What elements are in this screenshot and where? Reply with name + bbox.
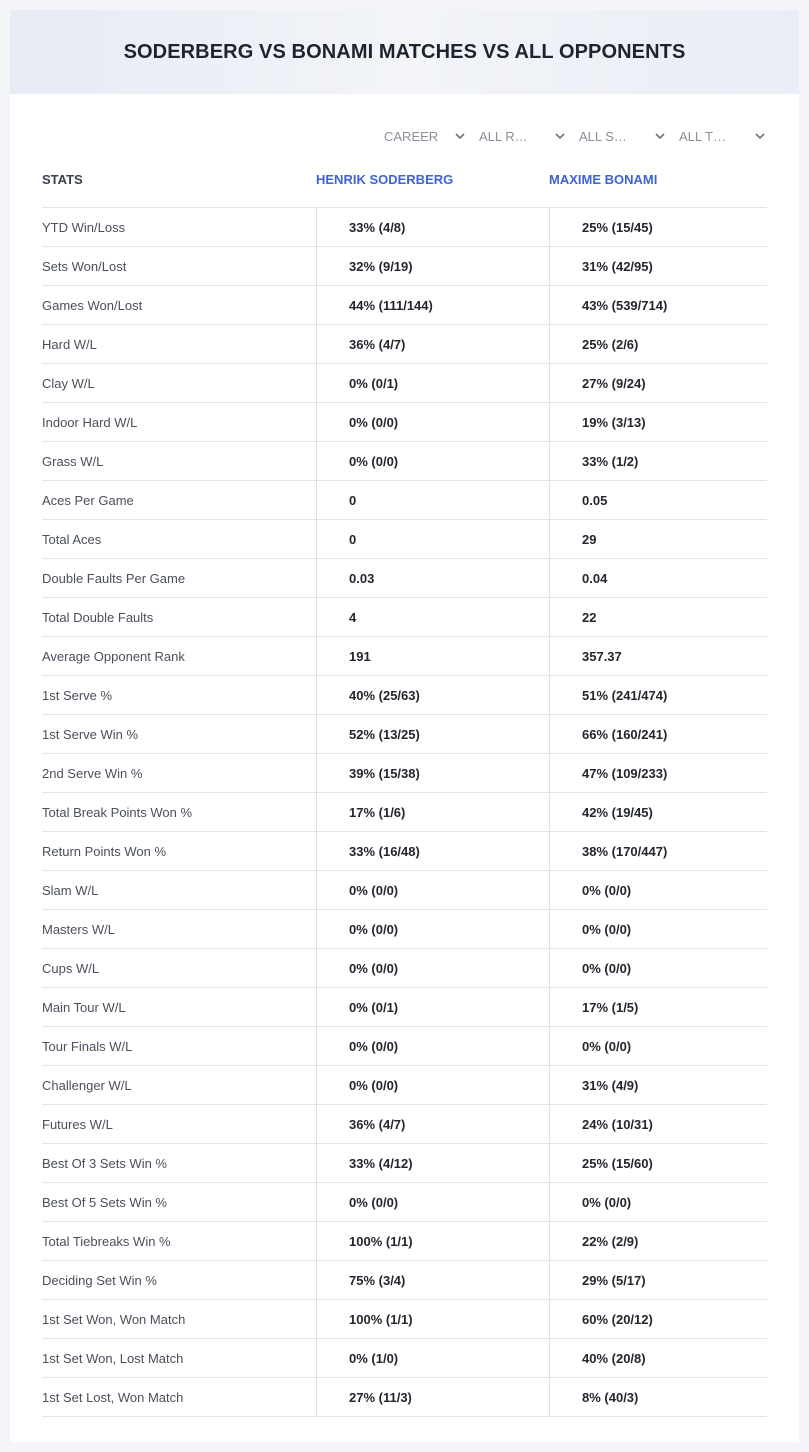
table-row [42,520,767,559]
filter-label: ALL R… [479,128,528,144]
table-row [42,364,767,403]
player2-value: 0% (0/0) [549,910,767,948]
player2-value: 8% (40/3) [549,1378,767,1416]
table-row [42,1222,767,1261]
filter-tournament-select[interactable] [679,126,766,146]
player-link-soderberg[interactable]: HENRIK SODERBERG [316,172,454,187]
filter-bar [10,126,799,146]
chevron-down-icon [654,130,666,142]
player2-value: 0.04 [549,559,767,597]
stats-table-body [42,208,767,1417]
page-header [10,10,799,94]
stat-label: 1st Set Won, Won Match [42,1311,186,1327]
player2-value: 38% (170/447) [549,832,767,870]
player1-value: 27% (11/3) [316,1378,549,1416]
player1-value: 0 [316,481,549,519]
chevron-down-icon [754,130,766,142]
stat-label: Futures W/L [42,1116,113,1132]
player1-value: 0% (0/0) [316,1183,549,1221]
table-row [42,1183,767,1222]
table-row [42,403,767,442]
table-row [42,1027,767,1066]
player-link-bonami[interactable]: MAXIME BONAMI [549,172,658,187]
stat-label: 2nd Serve Win % [42,765,143,781]
table-row [42,1144,767,1183]
table-row [42,247,767,286]
stat-label: Double Faults Per Game [42,570,186,586]
player2-value: 0% (0/0) [549,1027,767,1065]
table-row [42,793,767,832]
table-row [42,949,767,988]
player1-value: 0 [316,520,549,558]
stat-label: Grass W/L [42,453,104,469]
stat-label: Masters W/L [42,921,115,937]
player2-value: 60% (20/12) [549,1300,767,1338]
player1-value: 40% (25/63) [316,676,549,714]
player1-value: 0% (0/0) [316,442,549,480]
stat-label: Total Aces [42,531,102,547]
player1-value: 33% (4/12) [316,1144,549,1182]
player1-value: 0.03 [316,559,549,597]
stat-label: Clay W/L [42,375,95,391]
table-row [42,325,767,364]
stat-label: 1st Set Won, Lost Match [42,1350,184,1366]
player2-value: 22% (2/9) [549,1222,767,1260]
table-row [42,1339,767,1378]
player1-value: 32% (9/19) [316,247,549,285]
player2-value: 22 [549,598,767,636]
player1-value: 75% (3/4) [316,1261,549,1299]
table-row [42,637,767,676]
table-row [42,676,767,715]
table-row [42,598,767,637]
player2-value: 43% (539/714) [549,286,767,324]
stat-label: Games Won/Lost [42,297,143,313]
stat-label: Total Tiebreaks Win % [42,1233,171,1249]
stat-label: Average Opponent Rank [42,648,185,664]
player2-value: 40% (20/8) [549,1339,767,1377]
player1-value: 17% (1/6) [316,793,549,831]
player2-value: 33% (1/2) [549,442,767,480]
player2-value: 29% (5/17) [549,1261,767,1299]
stat-label: Tour Finals W/L [42,1038,133,1054]
stat-label: Challenger W/L [42,1077,132,1093]
player1-value: 0% (0/0) [316,871,549,909]
player2-value: 0.05 [549,481,767,519]
stat-label: YTD Win/Loss [42,219,126,235]
player1-value: 39% (15/38) [316,754,549,792]
player1-value: 0% (0/1) [316,988,549,1026]
player1-value: 36% (4/7) [316,325,549,363]
player2-value: 19% (3/13) [549,403,767,441]
player2-value: 17% (1/5) [549,988,767,1026]
stat-label: 1st Set Lost, Won Match [42,1389,184,1405]
table-row [42,910,767,949]
stat-label: Indoor Hard W/L [42,414,138,430]
stat-label: 1st Serve % [42,687,113,703]
player1-value: 0% (1/0) [316,1339,549,1377]
player1-value: 0% (0/1) [316,364,549,402]
stats-card [10,10,799,1442]
stat-label: Total Double Faults [42,609,154,625]
player1-value: 36% (4/7) [316,1105,549,1143]
player1-value: 100% (1/1) [316,1222,549,1260]
table-row [42,208,767,247]
player2-value: 31% (4/9) [549,1066,767,1104]
table-row [42,286,767,325]
table-row [42,559,767,598]
filter-label: CAREER [384,128,439,144]
filter-period-select[interactable] [384,126,466,146]
table-row [42,988,767,1027]
stat-label: 1st Serve Win % [42,726,139,742]
player1-value: 0% (0/0) [316,1066,549,1104]
player2-value: 51% (241/474) [549,676,767,714]
filter-label: ALL S… [579,128,627,144]
player2-value: 24% (10/31) [549,1105,767,1143]
table-row [42,481,767,520]
table-row [42,754,767,793]
chevron-down-icon [554,130,566,142]
player2-value: 29 [549,520,767,558]
stat-label: Total Break Points Won % [42,804,193,820]
player1-value: 0% (0/0) [316,949,549,987]
table-header [42,170,767,208]
stat-label: Sets Won/Lost [42,258,127,274]
player1-value: 0% (0/0) [316,1027,549,1065]
stat-label: Cups W/L [42,960,100,976]
player1-value: 191 [316,637,549,675]
table-row [42,1300,767,1339]
filter-round-select[interactable] [479,126,566,146]
player1-value: 33% (4/8) [316,208,549,246]
player1-value: 33% (16/48) [316,832,549,870]
stat-label: Deciding Set Win % [42,1272,157,1288]
stat-label: Best Of 3 Sets Win % [42,1155,167,1171]
table-row [42,442,767,481]
player2-value: 66% (160/241) [549,715,767,753]
stat-label: Slam W/L [42,882,99,898]
player2-value: 0% (0/0) [549,871,767,909]
stat-label: Return Points Won % [42,843,167,859]
player1-value: 4 [316,598,549,636]
player2-value: 27% (9/24) [549,364,767,402]
player1-value: 0% (0/0) [316,403,549,441]
player2-value: 25% (15/60) [549,1144,767,1182]
player1-value: 0% (0/0) [316,910,549,948]
player2-value: 31% (42/95) [549,247,767,285]
filter-label: ALL T… [679,128,726,144]
player2-value: 25% (15/45) [549,208,767,246]
player2-value: 357.37 [549,637,767,675]
player2-value: 25% (2/6) [549,325,767,363]
table-row [42,832,767,871]
filter-surface-select[interactable] [579,126,666,146]
player1-value: 52% (13/25) [316,715,549,753]
table-row [42,1261,767,1300]
player2-value: 0% (0/0) [549,1183,767,1221]
table-row [42,1066,767,1105]
player2-value: 0% (0/0) [549,949,767,987]
player2-value: 47% (109/233) [549,754,767,792]
table-row [42,1105,767,1144]
table-row [42,1378,767,1417]
stat-label: Main Tour W/L [42,999,126,1015]
player1-value: 44% (111/144) [316,286,549,324]
stat-label: Aces Per Game [42,492,134,508]
stat-label: Best Of 5 Sets Win % [42,1194,167,1210]
column-header-stats: STATS [42,172,83,187]
stat-label: Hard W/L [42,336,97,352]
table-row [42,715,767,754]
table-row [42,871,767,910]
player2-value: 42% (19/45) [549,793,767,831]
chevron-down-icon [454,130,466,142]
page-title: SODERBERG VS BONAMI MATCHES VS ALL OPPONENTS [123,40,686,63]
player1-value: 100% (1/1) [316,1300,549,1338]
